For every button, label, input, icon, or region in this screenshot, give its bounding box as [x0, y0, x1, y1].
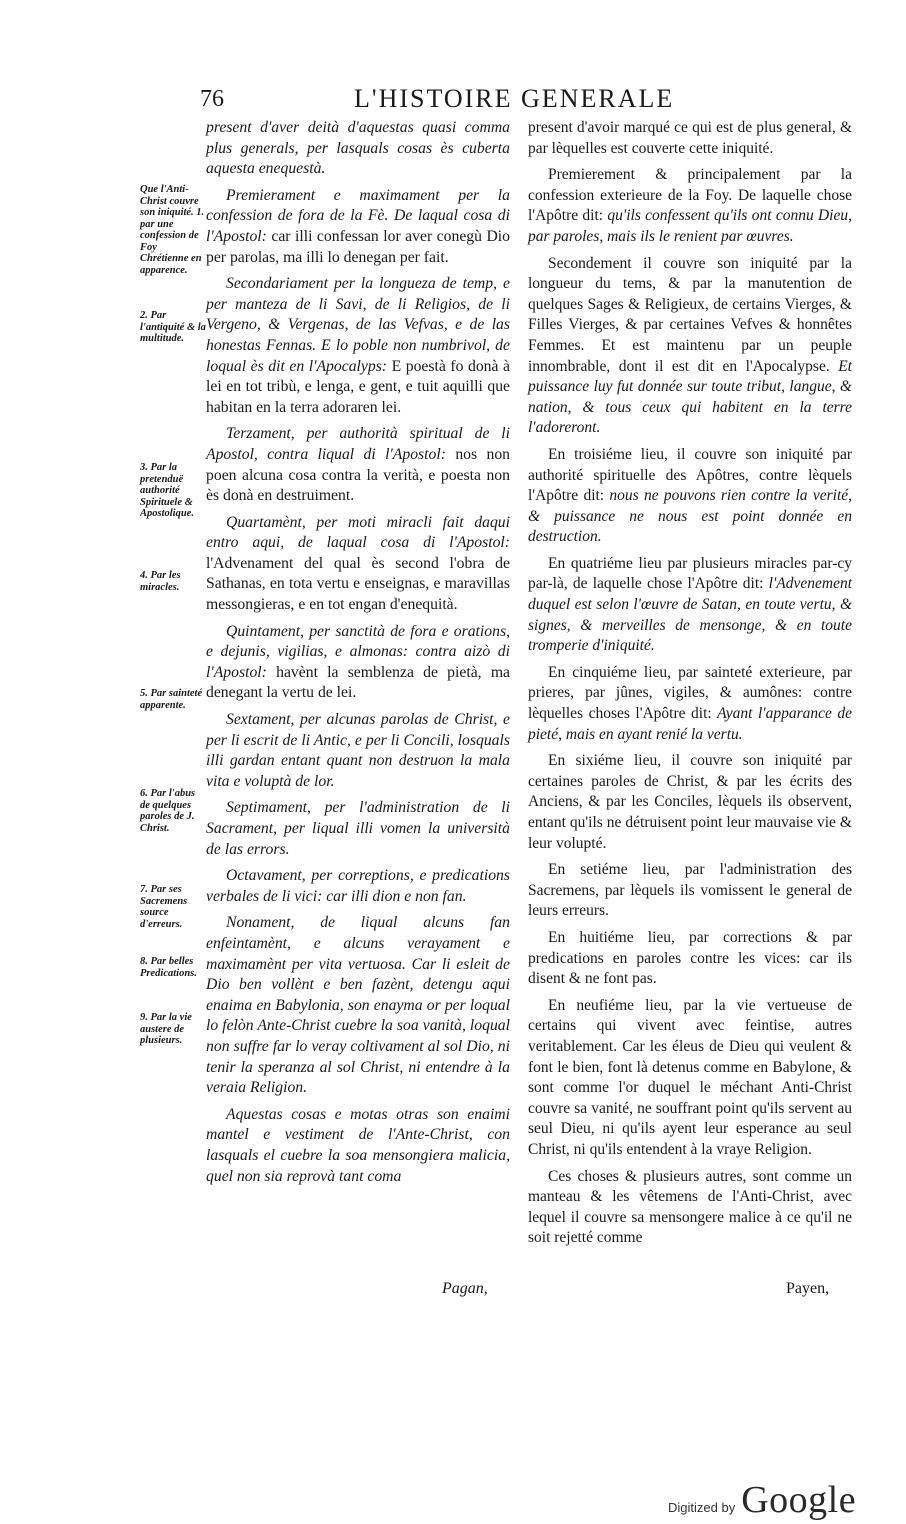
catchword-french: Payen,: [786, 1280, 830, 1297]
google-logo: Google: [741, 1479, 857, 1521]
margin-note: 6. Par l'abus de quelques paroles de J. Christ.: [140, 788, 196, 834]
occitan-column: [206, 118, 510, 1193]
running-title: L'HISTOIRE GENERALE: [354, 84, 675, 113]
margin-note: 5. Par sainteté apparente.: [140, 688, 203, 711]
margin-note: 2. Par l'antiquité & la multitude.: [140, 310, 206, 344]
occitan-paragraph: Octavament, per correptions, e predications verbales de li vici: car illi dion e non fan.: [206, 867, 510, 905]
french-paragraph: En sixiéme lieu, il couvre son iniquité par certaines paroles de Christ, & par les écrits des Anciens, & par les Conciles, lèquels ils observent, entant qu'ils ne détruisent point leur mauvaise vie & leur volupté.: [528, 752, 852, 852]
margin-note: 9. Par la vie austere de plusieurs.: [140, 1012, 192, 1046]
occitan-paragraph: Terzament, per authorità spiritual de li Apostol, contra liqual di l'Apostol: nos non poen alcuna cosa contra la verità, e poesta non ès donà en destruiment.: [206, 425, 511, 505]
margin-note: 3. Par la pretenduë authorité Spirituele & Apostolique.: [140, 462, 194, 519]
french-paragraph: En quatriéme lieu par plusieurs miracles par-cy par-là, de laquelle chose l'Apôtre dit: l'Advenement duquel est selon l'œuvre de Satan, en toute vertu, & signes, & merveilles de mensonge, & en toute tromperie d'iniquité.: [528, 554, 852, 655]
margin-note: 7. Par ses Sacremens source d'erreurs.: [140, 884, 188, 930]
french-paragraph: En troisiéme lieu, il couvre son iniquité par authorité spirituelle des Apôtres, contre lèquels l'Apôtre dit: nous ne pouvons rien contre la verité, & puissance ne nous est point donnée en destruction.: [528, 445, 853, 546]
page-number: 76: [200, 86, 224, 112]
occitan-paragraph: Secondariament per la longueza de temp, e per manteza de li Savi, de li Religios, de li Vergeno, & Vergenas, de las Vefvas, e de las honestas Fennas. E lo poble non numbrivol, de loqual ès dit en l'Apocalyps: E poestà fo donà à lei en tot tribù, e lenga, e gent, e tuit aquilli que habitan en la terra adoraren lei.: [206, 275, 511, 416]
margin-note: 8. Par belles Predications.: [140, 956, 197, 979]
french-paragraph: En cinquiéme lieu, par sainteté exterieure, par prieres, par jûnes, vigiles, & aumônes: contre lèquelles choses l'Apôtre dit: Ayant l'apparance de pieté, mais en ayant renié la vertu.: [528, 663, 852, 743]
french-paragraph: Ces choses & plusieurs autres, sont comme un manteau & les vêtemens de l'Anti-Christ, avec lequel il couvre sa mensongere malice à ce qu'il ne soit rejetté comme: [528, 1167, 852, 1247]
occitan-paragraph: Septimament, per l'administration de li Sacrament, per liqual illi vomen la università de las errors.: [206, 799, 510, 858]
occitan-paragraph: Aquestas cosas e motas otras son enaimi mantel e vestiment de l'Ante-Christ, con lasquals el cuebre la soa mensongiera malicia, quel non sia reprovà tant coma: [206, 1105, 510, 1185]
french-paragraph: Secondement il couvre son iniquité par la longueur du tems, & par la manutention de quelques Sages & Religieux, de certains Vierges, & Filles Vierges, & par certaines Vefves & honnêtes Femmes. Et est maintenu par un peuple innombrable, dont il est dit en l'Apocalypse. Et puissance luy fut donnée sur toute tribut, langue, & nation, & tous ceux qui habitent en la terre l'adoreront.: [528, 254, 852, 437]
french-paragraph: present d'avoir marqué ce qui est de plus general, & par lèquelles est couverte cette iniquité.: [528, 119, 852, 157]
catchword-occitan: Pagan,: [442, 1280, 488, 1297]
margin-note: 4. Par les miracles.: [140, 570, 181, 593]
occitan-paragraph: Quintament, per sanctità de fora e orations, e dejunis, vigilias, e almonas: contra aizò di l'Apostol: havènt la semblenza de pietà, ma denegant la vertu de lei.: [206, 622, 510, 702]
french-paragraph: En setiéme lieu, par l'administration des Sacremens, par lèquels ils vomissent le general de leurs erreurs.: [528, 861, 852, 920]
digitized-by-label: Digitized by: [668, 1500, 736, 1515]
occitan-paragraph: Sextament, per alcunas parolas de Christ, e per li escrit de li Antic, e per li Concili, losquals illi gardan entant quant non destruon la mala vita e voluptà de lor.: [206, 711, 510, 790]
occitan-paragraph: Premierament e maximament per la confession de fora de la Fè. De laqual cosa di l'Apostol: car illi confessan lor aver conegù Dio per parolas, ma illi lo denegan per fait.: [206, 186, 510, 266]
french-column: [528, 118, 852, 1255]
digitized-by-watermark: [668, 1478, 856, 1522]
margin-note: Que l'Anti-Christ couvre son iniquité. 1. par une confession de Foy Chrétienne en apparence.: [140, 184, 205, 276]
occitan-paragraph: Nonament, de liqual alcuns fan enfeintamènt, e alcuns verayament e maximamènt per vita vertuosa. Car li esleit de Dio ben vollènt e ben fazènt, detengu aqui enaima en Babylonia, son enayma or per loqual lo felòn Ante-Christ cuebre la soa vanità, loqual non suffre far lo veray coltivament al sol Dio, ni tenir la speranza al sol Christ, ni entendre à la veraia Religion.: [206, 914, 510, 1097]
french-paragraph: En neufiéme lieu, par la vie vertueuse de certains qui vivent avec feintise, autres veritablement. Car les éleus de Dieu qui veulent & font le bien, font là detenus comme en Babylone, & sont comme l'or duquel le méchant Anti-Christ couvre sa vanité, ne souffrant point qu'ils servent au seul Dieu, ni qu'ils ayent leur esperance au seul Christ, ni qu'ils entendent à la vraye Religion.: [528, 996, 852, 1158]
french-paragraph: En huitiéme lieu, par corrections & par predications en paroles contre les vices: car ils disent & ne font pas.: [528, 928, 852, 988]
occitan-paragraph: present d'aver deità d'aquestas quasi comma plus generals, per lasquals cosas ès cuberta aquesta enequestà.: [206, 119, 510, 178]
occitan-paragraph: Quartamènt, per moti miracli fait daqui entro aqui, de laqual cosa di l'Apostol: l'Advenament del qual ès second l'obra de Sathanas, en tota vertu e enseignas, e maravillas messongieras, e en tot engan d'enequità.: [206, 513, 510, 614]
french-paragraph: Premierement & principalement par la confession exterieure de la Foy. De laquelle chose l'Apôtre dit: qu'ils confessent qu'ils ont connu Dieu, par paroles, mais ils le renient par œuvres.: [528, 166, 852, 245]
